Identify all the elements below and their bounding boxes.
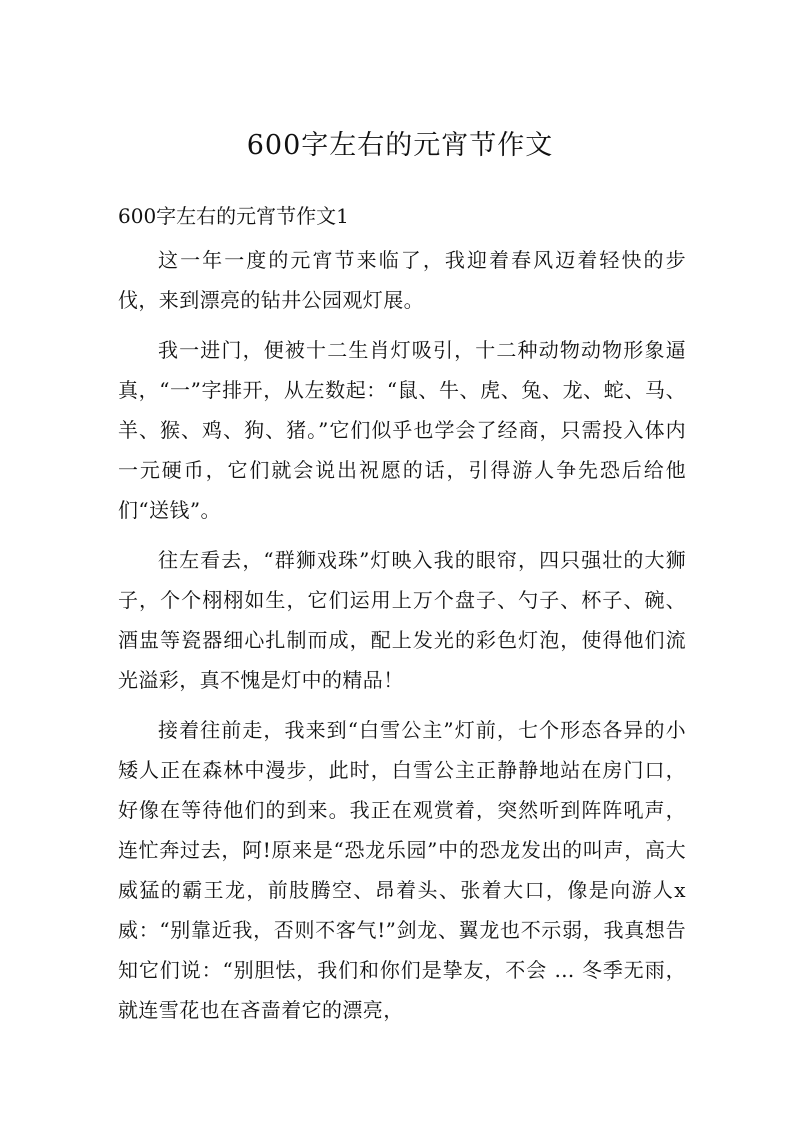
paragraph-2: 我一进门，便被十二生肖灯吸引，十二种动物动物形象逼真，“一”字排开，从左数起：“鼠、牛、虎、兔、龙、蛇、马、羊、猴、鸡、狗、猪。”它们似乎也学会了经商，只需投入体内一元硬币，它们就会说出祝愿的话，引得游人争先恐后给他们“送钱”。 (118, 338, 686, 522)
essay-body (118, 240, 686, 1040)
paragraph-1: 这一年一度的元宵节来临了，我迎着春风迈着轻快的步伐，来到漂亮的钻井公园观灯展。 (118, 248, 686, 312)
document-title: 600字左右的元宵节作文 (246, 130, 554, 161)
paragraph-3: 往左看去，“群狮戏珠”灯映入我的眼帘，四只强壮的大狮子，个个栩栩如生，它们运用上万个盘子、勺子、杯子、碗、酒盅等瓷器细心扎制而成，配上发光的彩色灯泡，使得他们流光溢彩，真不愧是灯中的精品！ (118, 548, 686, 692)
paragraph-4: 接着往前走，我来到“白雪公主”灯前，七个形态各异的小矮人正在森林中漫步，此时，白雪公主正静静地站在房门口，好像在等待他们的到来。我正在观赏着，突然听到阵阵吼声，连忙奔过去，阿!原来是“恐龙乐园”中的恐龙发出的叫声，高大威猛的霸王龙，前肢腾空、昂着头、张着大口，像是向游人x威：“别靠近我，否则不客气!”剑龙、翼龙也不示弱，我真想告知它们说：“别胆怯，我们和你们是挚友，不会 … 冬季无雨，就连雪花也在吝啬着它的漂亮， (118, 718, 686, 1022)
essay-subtitle: 600字左右的元宵节作文1 (118, 204, 349, 228)
